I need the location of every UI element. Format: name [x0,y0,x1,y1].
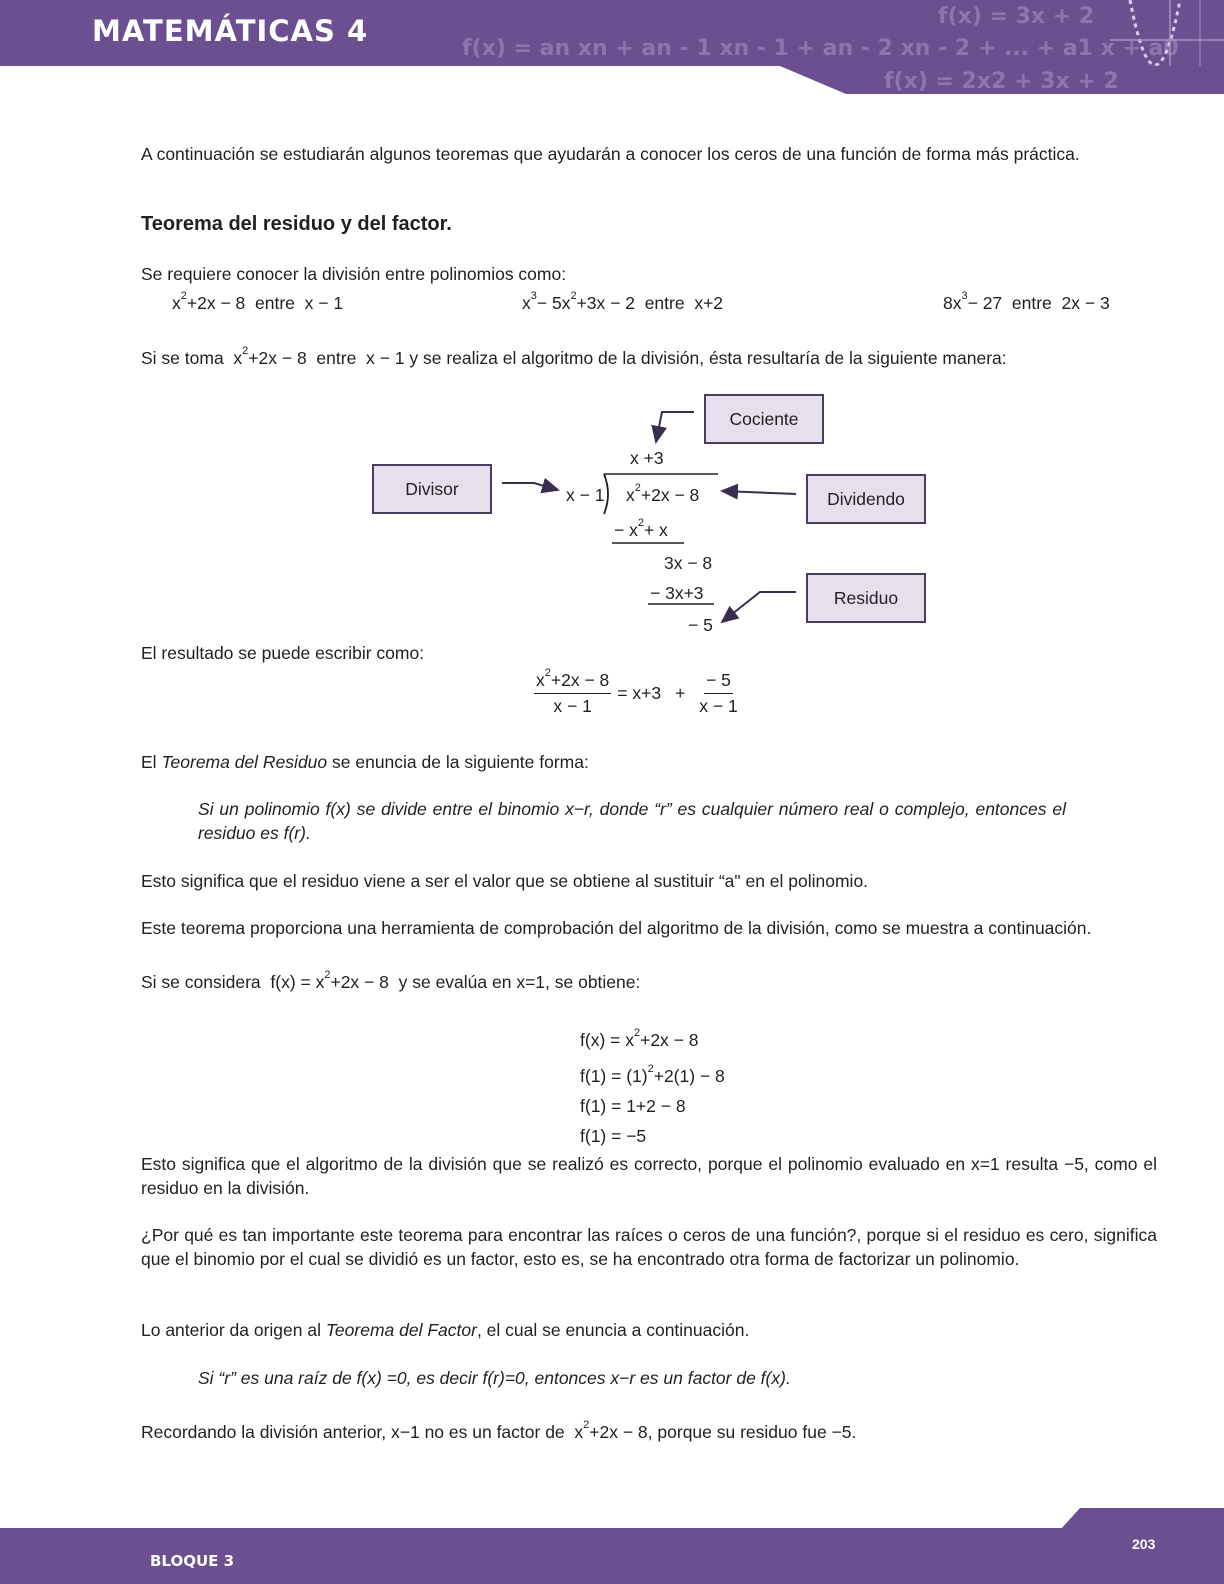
requires-text: Se requiere conocer la división entre polinomios como: [141,264,567,284]
cociente-label: Cociente [704,394,824,444]
recall-text: Recordando la división anterior, x−1 no es un factor de $x^2+2x - 8$, porque su residuo fue −5. [141,1419,857,1442]
division-step-1: − $x^2+ x$ [614,517,668,540]
division-step-3: − 3x+3 [650,583,704,603]
consider-text: Si se considera $f(x) = x^2+2x - 8$ y se evalúa en x=1, se obtiene: [141,969,641,992]
page-number: 203 [1132,1536,1156,1552]
theorem-residue-intro: El Teorema del Residuo se enuncia de la siguiente forma: [141,752,589,772]
residuo-label: Residuo [806,573,926,623]
section-title: Teorema del residuo y del factor. [141,213,452,235]
division-divisor: x − 1 [566,485,605,505]
tool-text: Este teorema proporciona una herramienta de comprobación del algoritmo de la división, como se muestra a continuación. [141,918,1092,938]
header-watermark-formula: f(x) = 3x + 2 [938,4,1095,29]
theorem-factor-intro: Lo anterior da origen al Teorema del Factor, el cual se enuncia a continuación. [141,1320,750,1340]
check-text: Esto significa que el algoritmo de la división que se realizó es correcto, porque el polinomio evaluado en x=1 resulta −5, como el residuo en la división. [141,1154,1157,1198]
fraction-rhs: $\frac{- 5}{x - 1}$ [699,670,738,716]
division-remainder: − 5 [688,615,713,635]
theorem-residue-statement: Si un polinomio f(x) se divide entre el binomio x−r, donde “r” es cualquier número real o complejo, entonces el residuo es f(r). [198,799,1066,843]
evaluation-line-3: f(1) = 1+2 − 8 [580,1096,686,1116]
division-quotient: x +3 [630,448,664,468]
theorem-factor-statement: Si “r” es una raíz de f(x) =0, es decir f(r)=0, entonces x−r es un factor de f(x). [198,1368,791,1388]
division-dividend: $x^2+2x - 8$ [626,482,700,505]
why-text: ¿Por qué es tan importante este teorema para encontrar las raíces o ceros de una función?, porque si el residuo es cero, significa que el binomio por el cual se dividió es un factor, esto es, se ha encontrado otra forma de factorizar un polinomio. [141,1225,1157,1269]
header-watermark-formula: f(x) = an xn + an - 1 xn - 1 + an - 2 xn - 2 + ... + a1 x + a0 [462,36,1179,61]
example-division-2: $x^3- 5x^2+3x - 2$ entre x+2 [522,290,724,313]
evaluation-line-1: $f(x) = x^2+2x - 8$ [580,1027,699,1050]
division-step-2: 3x − 8 [664,553,713,573]
divisor-label: Divisor [372,464,492,514]
take-text: Si se toma $x^2+2x - 8$ entre x − 1 y se realiza el algoritmo de la división, ésta resultaría de la siguiente manera: [141,345,1007,368]
footer-tab [1060,1508,1224,1530]
evaluation-line-4: f(1) = −5 [580,1126,647,1146]
division-arrows [0,0,1224,700]
result-equation: $\frac{x^2+2x - 8}{x - 1}$ = x+3 + $\frac{- 5}{x - 1}$ [536,667,738,716]
book-title: MATEMÁTICAS 4 [92,14,369,48]
example-division-3: $8x^3- 27$ entre 2x − 3 [943,290,1110,313]
evaluation-line-2: $f(1) = (1)^2+2(1) - 8$ [580,1063,725,1086]
intro-paragraph: A continuación se estudiarán algunos teoremas que ayudarán a conocer los ceros de una función de forma más práctica. [141,144,1080,164]
example-division-1: $x^2+2x - 8$ entre x − 1 [172,290,344,313]
dividendo-label: Dividendo [806,474,926,524]
meaning-text: Esto significa que el residuo viene a ser el valor que se obtiene al sustituir “a" en el polinomio. [141,871,869,891]
result-text: El resultado se puede escribir como: [141,643,425,663]
fraction-lhs: $\frac{x^2+2x - 8}{x - 1}$ [536,667,610,716]
header-watermark-formula: f(x) = 2x2 + 3x + 2 [884,69,1119,94]
bloque-label: BLOQUE 3 [150,1552,235,1570]
